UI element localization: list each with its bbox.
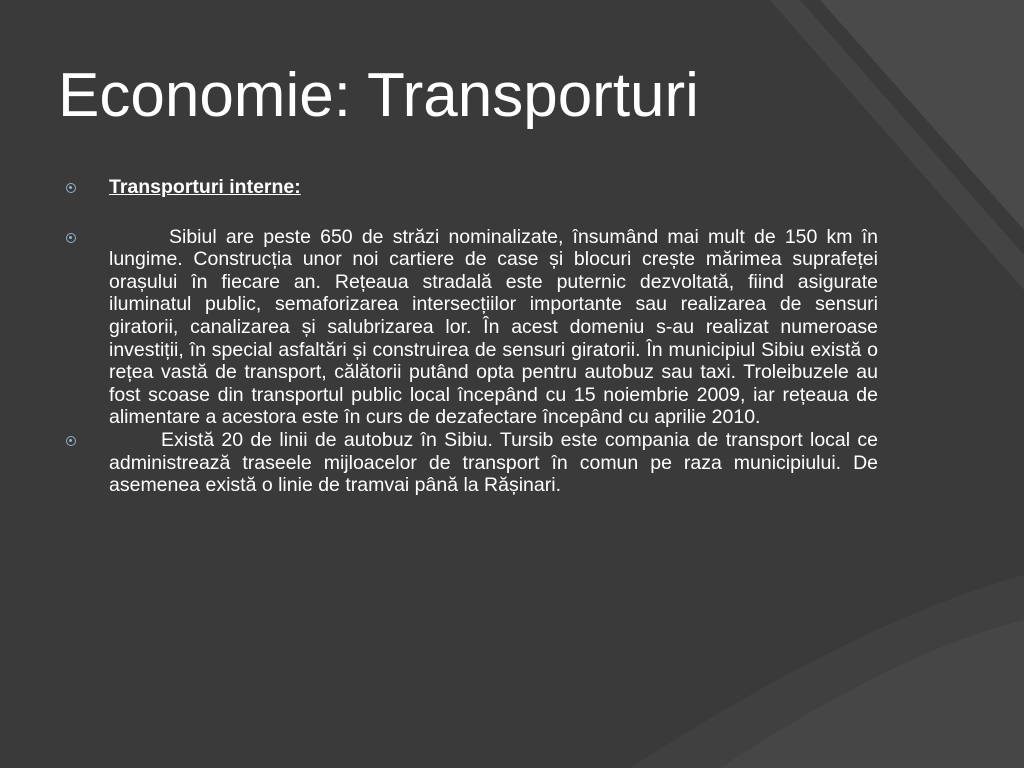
paragraph-streets: Sibiul are peste 650 de străzi nominalizate, însumând mai mult de 150 km în lungime. Construcția unor noi cartiere de case și blocuri crește mărimea suprafeței orașului în fiecare an. Rețeaua stradală este puternic dezvoltată, fiind asigurate iluminatul public, semaforizarea intersecțiilor importante sau realizarea de sensuri giratorii, canalizarea și salubrizarea lor. În acest domeniu s-au realizat numeroase investiții, în special asfaltări și construirea de sensuri giratorii. În municipiul Sibiu există o rețea vastă de transport, călătorii putând opta pentru autobuz sau taxi. Troleibuzele au fost scoase din transportul public local începând cu 15 noiembrie 2009, iar rețeaua de alimentare a acestora este în curs de dezafectare începând cu aprilie 2010.: [109, 225, 878, 429]
circle-bullet-icon: [66, 233, 76, 243]
bullet-list: [66, 176, 878, 497]
bullet-item-heading: [66, 176, 878, 199]
paragraph-bus-lines: Există 20 de linii de autobuz în Sibiu. Tursib este compania de transport local ce administrează traseele mijloacelor de transport în comun pe raza municipiului. De asemenea există o linie de tramvai până la Rășinari.: [109, 428, 878, 497]
bullet-item-bus-lines: [66, 429, 878, 497]
circle-bullet-icon: [66, 183, 76, 193]
slide-title: Economie: Transporturi: [58, 61, 699, 130]
section-heading: Transporturi interne:: [109, 176, 301, 198]
bullet-item-streets: [66, 226, 878, 429]
circle-bullet-icon: [66, 436, 76, 446]
